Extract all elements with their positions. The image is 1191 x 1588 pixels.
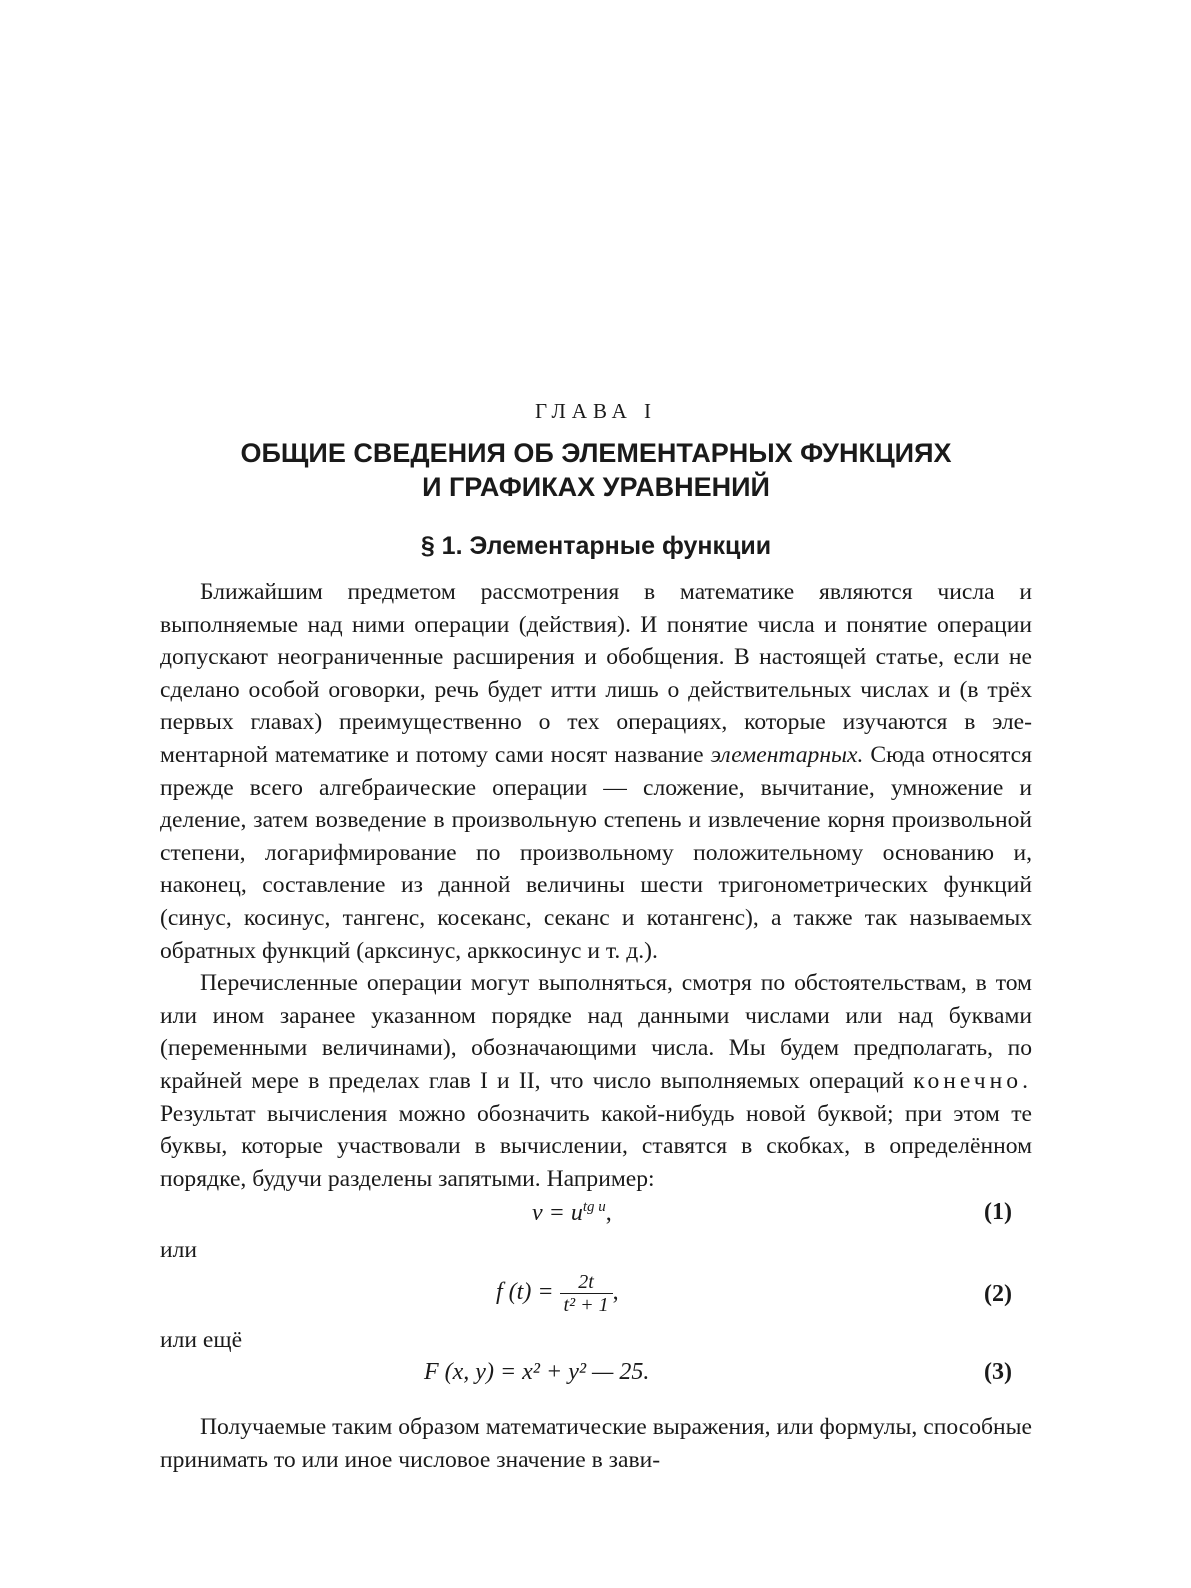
paragraph-1	[160, 576, 1032, 967]
paragraph-3: Получаемые таким образом математические выражения, или формулы, способные принимать то или иное числовое значение в зави-	[160, 1414, 1032, 1473]
book-page	[160, 398, 1032, 1476]
formula-3: F (x, y) = x² + y² — 25.	[424, 1359, 650, 1386]
paragraph-2-rest: Результат вычисления можно обозначить какой-нибудь новой буквой; при этом те буквы, которые участвовали в вычислении, ставятся в скобках, в определённом порядке, будучи разделены запятыми. Например:	[160, 1100, 1032, 1192]
connector-2: или ещё	[160, 1327, 243, 1354]
formula-2-tail: ,	[612, 1279, 619, 1306]
formula-1-exponent: tg u	[582, 1199, 606, 1216]
chapter-title	[160, 436, 1032, 504]
formula-1-number: (1)	[984, 1199, 1012, 1226]
paragraph-1-text: Ближайшим предметом рассмотрения в математике являются числа и выполняемые над ними операции (действия). И понятие числа и понятие операции допускают неограниченные расширения и обобщения. В настоящей статье, если не сделано особой оговорки, речь будет итти лишь о действительных числах и (в трёх первых главах) преимущественно о тех операциях, которые изучаются в элементарной математике и потому сами носят название	[160, 579, 1032, 768]
connector-1: или	[160, 1237, 198, 1264]
chapter-title-line-1: ОБЩИЕ СВЕДЕНИЯ ОБ ЭЛЕМЕНТАРНЫХ ФУНКЦИЯХ	[240, 438, 952, 468]
formula-1-tail: ,	[605, 1200, 612, 1227]
paragraph-2-spaced-word: конечно.	[913, 1067, 1032, 1094]
chapter-label: ГЛАВА I	[534, 399, 658, 423]
formula-1	[532, 1199, 612, 1227]
formula-2-denominator: t² + 1	[563, 1294, 609, 1317]
formula-2-numerator: 2t	[560, 1271, 613, 1294]
section-title: § 1. Элементарные функции	[420, 532, 772, 560]
paragraph-1-rest: Сюда относятся прежде всего алгебраические операции — сложение, вычитание, умножение и деление, затем возведение в произвольную степень и извлечение корня произвольной степени, логарифмирование по произвольному положительному основанию и, наконец, составление из данной величины шести тригонометрических функций (синус, косинус, тангенс, косеканс, секанс и котангенс), а также так называемых обратных функций (арксинус, арккосинус и т. д.).	[160, 741, 1032, 964]
formula-2-lhs: f (t) =	[496, 1279, 560, 1306]
paragraph-2-text: Перечисленные операции могут выполняться, смотря по обстоятельствам, в том или ином заранее указанном порядке над данными числами или над буквами (переменными величинами), обозначающими числа. Мы будем предполагать, по крайней мере в пределах глав I и II, что число выполняемых операций	[160, 970, 1032, 1094]
paragraph-2	[160, 967, 1032, 1195]
paragraph-1-emphasis: элементарных.	[710, 741, 864, 768]
formula-1-lhs: v = u	[532, 1200, 583, 1227]
formula-3-row	[160, 1355, 1032, 1411]
formula-2-row	[160, 1265, 1032, 1325]
formula-3-number: (3)	[984, 1359, 1012, 1386]
formula-2-number: (2)	[984, 1281, 1012, 1308]
formula-1-row	[160, 1195, 1032, 1235]
formula-2	[496, 1271, 619, 1316]
chapter-title-line-2: И ГРАФИКАХ УРАВНЕНИЙ	[422, 472, 770, 502]
formula-2-fraction	[560, 1271, 613, 1316]
